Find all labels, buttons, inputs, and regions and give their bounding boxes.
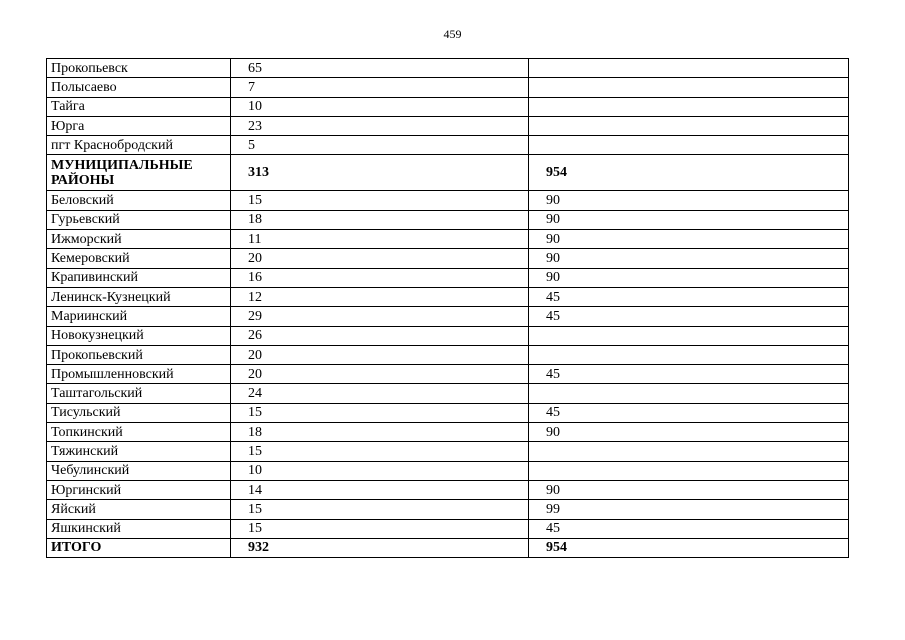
table-row — [47, 116, 849, 135]
table-row — [47, 155, 849, 191]
row-name-cell: Крапивинский — [47, 268, 231, 287]
row-value-2-cell — [529, 442, 849, 461]
row-value-2-cell: 45 — [529, 519, 849, 538]
row-value-2-cell: 90 — [529, 230, 849, 249]
table-row — [47, 287, 849, 306]
row-name-cell: Яйский — [47, 500, 231, 519]
table-row — [47, 97, 849, 116]
row-value-2-cell — [529, 78, 849, 97]
table-row — [47, 519, 849, 538]
row-value-2-cell: 90 — [529, 480, 849, 499]
row-value-2-cell: 99 — [529, 500, 849, 519]
row-name-cell: Юрга — [47, 116, 231, 135]
row-name-cell: Топкинский — [47, 423, 231, 442]
row-value-1-cell: 65 — [231, 59, 529, 78]
row-value-1-cell: 24 — [231, 384, 529, 403]
row-name-cell: Промышленновский — [47, 365, 231, 384]
row-value-1-cell: 29 — [231, 307, 529, 326]
table-row — [47, 326, 849, 345]
row-name-cell: Прокопьевск — [47, 59, 231, 78]
table-row — [47, 403, 849, 422]
row-value-1-cell: 15 — [231, 191, 529, 210]
row-value-1-cell: 23 — [231, 116, 529, 135]
row-value-1-cell: 15 — [231, 403, 529, 422]
row-value-1-cell: 10 — [231, 461, 529, 480]
row-name-cell: Юргинский — [47, 480, 231, 499]
row-name-cell: Тяжинский — [47, 442, 231, 461]
row-value-2-cell: 90 — [529, 423, 849, 442]
row-value-2-cell: 45 — [529, 307, 849, 326]
row-name-cell: Тисульский — [47, 403, 231, 422]
row-value-1-cell: 12 — [231, 287, 529, 306]
row-name-cell: Гурьевский — [47, 210, 231, 229]
row-value-1-cell: 20 — [231, 345, 529, 364]
row-value-2-cell — [529, 345, 849, 364]
row-value-2-cell: 45 — [529, 287, 849, 306]
table-row — [47, 365, 849, 384]
table-row — [47, 461, 849, 480]
row-value-2-cell — [529, 59, 849, 78]
row-value-1-cell: 15 — [231, 500, 529, 519]
row-name-cell: ИТОГО — [47, 538, 231, 557]
table-row — [47, 59, 849, 78]
row-value-2-cell — [529, 116, 849, 135]
row-value-2-cell: 45 — [529, 403, 849, 422]
row-value-2-cell: 90 — [529, 191, 849, 210]
row-value-2-cell — [529, 384, 849, 403]
data-table — [46, 58, 849, 558]
table-row — [47, 307, 849, 326]
row-name-cell: Полысаево — [47, 78, 231, 97]
row-value-1-cell: 7 — [231, 78, 529, 97]
row-value-1-cell: 10 — [231, 97, 529, 116]
row-name-cell: Тайга — [47, 97, 231, 116]
row-name-cell: Новокузнецкий — [47, 326, 231, 345]
table-row — [47, 136, 849, 155]
table-row — [47, 191, 849, 210]
row-value-1-cell: 16 — [231, 268, 529, 287]
row-value-2-cell — [529, 136, 849, 155]
table-row — [47, 442, 849, 461]
table-row — [47, 500, 849, 519]
row-value-1-cell: 15 — [231, 519, 529, 538]
row-value-2-cell — [529, 461, 849, 480]
row-value-2-cell: 90 — [529, 210, 849, 229]
table-row — [47, 249, 849, 268]
row-name-cell: Ленинск-Кузнецкий — [47, 287, 231, 306]
row-value-1-cell: 932 — [231, 538, 529, 557]
row-value-2-cell: 90 — [529, 249, 849, 268]
table-row — [47, 268, 849, 287]
row-value-2-cell: 954 — [529, 155, 849, 191]
row-value-1-cell: 20 — [231, 365, 529, 384]
table-row — [47, 210, 849, 229]
row-value-1-cell: 14 — [231, 480, 529, 499]
row-name-cell: пгт Краснобродский — [47, 136, 231, 155]
table-row — [47, 230, 849, 249]
row-value-1-cell: 18 — [231, 210, 529, 229]
row-value-1-cell: 18 — [231, 423, 529, 442]
table-row — [47, 538, 849, 557]
row-value-1-cell: 26 — [231, 326, 529, 345]
row-value-1-cell: 15 — [231, 442, 529, 461]
row-name-cell: Яшкинский — [47, 519, 231, 538]
row-value-1-cell: 5 — [231, 136, 529, 155]
page-number: 459 — [443, 27, 462, 41]
row-value-2-cell — [529, 326, 849, 345]
row-name-cell: Беловский — [47, 191, 231, 210]
table-row — [47, 78, 849, 97]
row-value-2-cell: 90 — [529, 268, 849, 287]
row-name-cell: Кемеровский — [47, 249, 231, 268]
table-body — [47, 59, 849, 558]
row-name-cell: Мариинский — [47, 307, 231, 326]
row-name-cell: Ижморский — [47, 230, 231, 249]
table-row — [47, 345, 849, 364]
row-value-1-cell: 313 — [231, 155, 529, 191]
row-name-cell: МУНИЦИПАЛЬНЫЕ РАЙОНЫ — [47, 155, 231, 191]
row-name-cell: Таштагольский — [47, 384, 231, 403]
row-name-cell: Прокопьевский — [47, 345, 231, 364]
row-value-2-cell — [529, 97, 849, 116]
row-value-2-cell: 45 — [529, 365, 849, 384]
row-value-1-cell: 20 — [231, 249, 529, 268]
table-row — [47, 423, 849, 442]
table-row — [47, 480, 849, 499]
row-value-2-cell: 954 — [529, 538, 849, 557]
table-row — [47, 384, 849, 403]
row-value-1-cell: 11 — [231, 230, 529, 249]
row-name-cell: Чебулинский — [47, 461, 231, 480]
